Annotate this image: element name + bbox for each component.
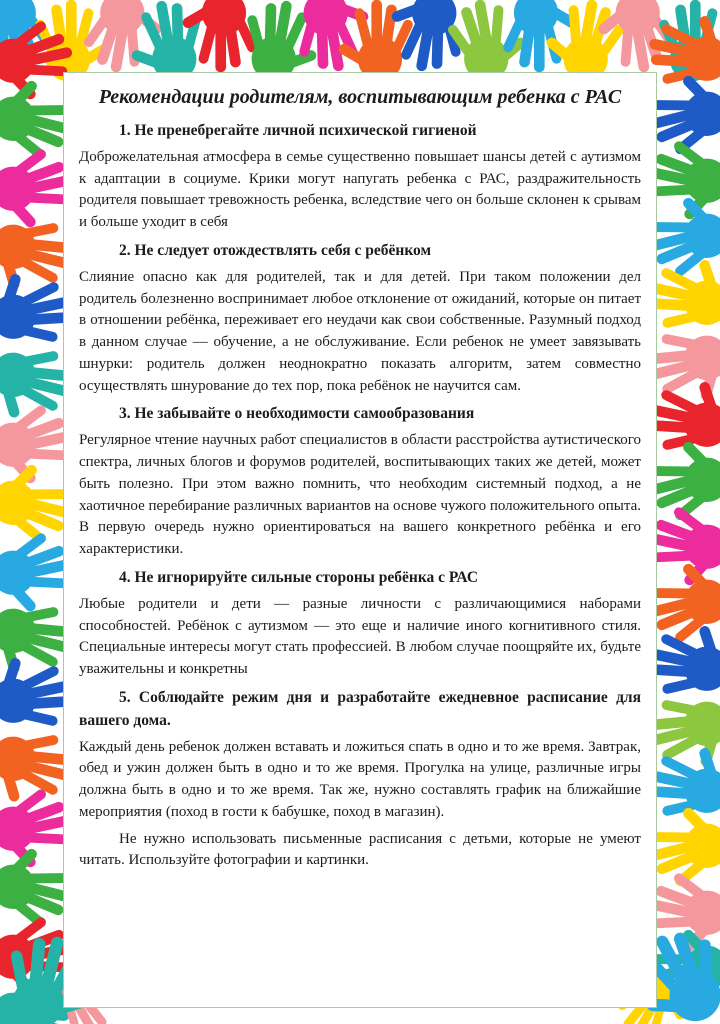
document-title: Рекомендации родителям, воспитывающим ребенка с РАС (98, 86, 622, 108)
section-3-paragraph: Регулярное чтение научных работ специалистов в области расстройства аутистического спектра, личных блогов и форумов родителей, воспитывающих таких же детей, может быть полезно. При этом важно помнить, что необходим системный подход, а не хаотичное перебирание различных вариантов на основе чужого положительного опыта. В первую очередь нужно ориентироваться на вашего конкретного ребёнка и его характеристики. (79, 432, 642, 558)
section-4-heading: 4. Не игнорируйте сильные стороны ребёнка с РАС (119, 568, 479, 586)
section-5-paragraph-1: Каждый день ребенок должен вставать и ложиться спать в одно и то же время. Завтрак, обед и ужин должен быть в одно и то же время. Прогулка на улице, различные игры должна быть в одно и то же время. Так же, нужно составлять график на ближайшие мероприятия (поход в гости к бабушке, поход в магазин). (79, 738, 641, 820)
document-card (63, 72, 657, 1008)
section-2-paragraph: Слияние опасно как для родителей, так и для детей. При таком положении дел родитель болезненно воспринимает любое отклонение от ожиданий, которые он питает в отношении ребёнка, переживает его неудачи как свои собственные. Разумный подход в данном случае — обучение, а не обслуживание. Если ребенок не умеет завязывать шнурки: родитель должен неоднократно показать алгоритм, затем совместно осуществлять шнурование до тех пор, пока ребёнок не научится сам. (79, 268, 641, 394)
section-1-heading: 1. Не пренебрегайте личной психической гигиеной (119, 122, 477, 139)
section-2-heading: 2. Не следует отождествлять себя с ребёнком (119, 241, 432, 259)
section-1-paragraph: Доброжелательная атмосфера в семье существенно повышает шансы детей с аутизмом к адаптации в социуме. Крики могут напугать ребенка с РАС, раздражительность родителя повышает тревожность ребенка, вследствие чего он больше склонен к срывам и больше уходит в себя (79, 148, 641, 231)
section-5-heading: 5. Соблюдайте режим дня и разработайте ежедневное расписание для вашего дома. (79, 688, 641, 729)
section-4-paragraph: Любые родители и дети — разные личности с различающимися наборами способностей. Ребёнок с аутизмом — это еще и наличие иного когнитивного стиля. Специальные интересы могут стать профессией. В любом случае поощряйте их, будьте уважительны и конкретны (79, 595, 641, 677)
section-5-paragraph-2: Не нужно использовать письменные расписания с детьми, которые не умеют читать. Используйте фотографии и картинки. (79, 830, 641, 869)
section-3-heading: 3. Не забывайте о необходимости самообразования (119, 405, 475, 423)
